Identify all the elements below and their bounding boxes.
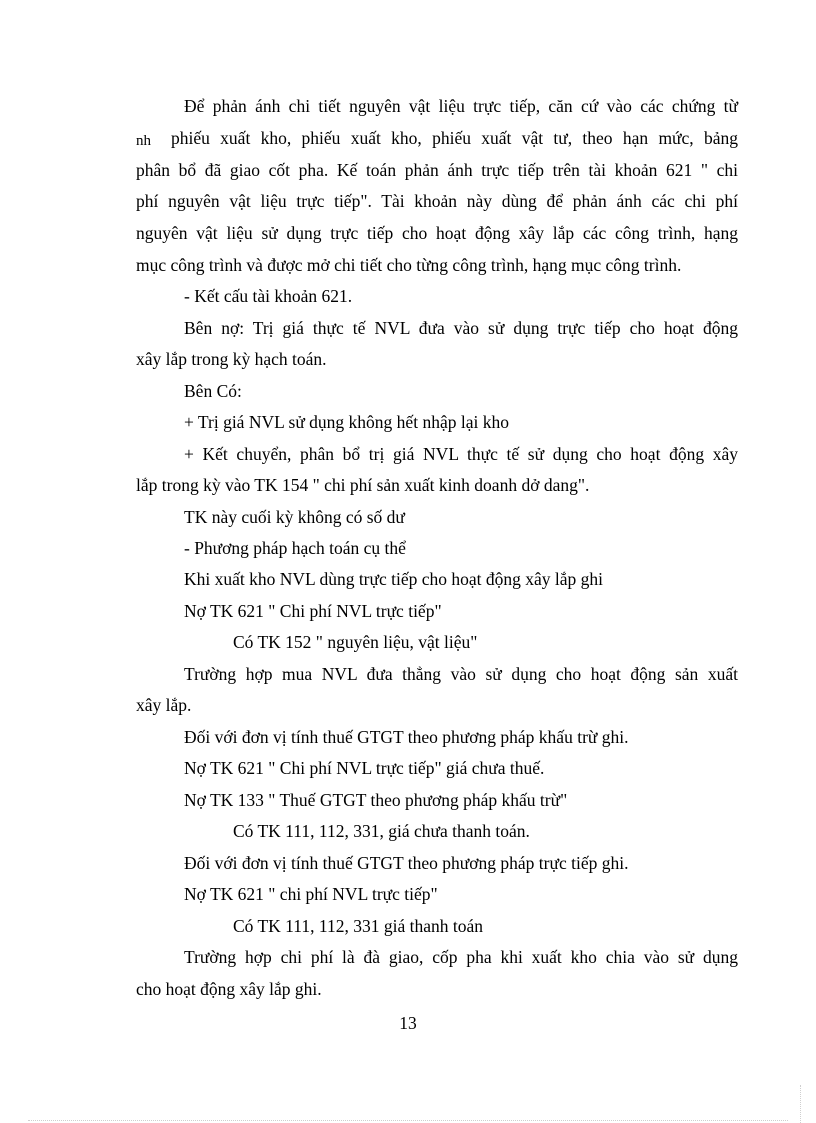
paragraph-line: lắp trong kỳ vào TK 154 " chi phí sản xuất kinh doanh dở dang". <box>136 475 590 495</box>
paragraph-line: mục công trình và được mở chi tiết cho từng công trình, hạng mục công trình. <box>136 255 682 275</box>
paragraph-line: Để phản ánh chi tiết nguyên vật liệu trực tiếp, căn cứ vào các chứng từ <box>184 96 738 116</box>
paragraph-line: xây lắp. <box>136 695 192 715</box>
paragraph-line: Bên Có: <box>184 381 242 401</box>
paragraph-line: phí nguyên vật liệu trực tiếp". Tài khoản này dùng để phản ánh các chi phí <box>136 191 738 211</box>
page-number: 13 <box>399 1013 417 1033</box>
paragraph-line: phân bổ đã giao cốt pha. Kế toán phản ánh trực tiếp trên tài khoản 621 " chi <box>136 160 738 180</box>
list-item: + Kết chuyển, phân bổ trị giá NVL thực tế sử dụng cho hoạt động xây <box>184 444 738 464</box>
paragraph-line: Trường hợp chi phí là đà giao, cốp pha khi xuất kho chia vào sử dụng <box>184 947 738 967</box>
journal-entry: Có TK 111, 112, 331 giá thanh toán <box>233 916 483 936</box>
page-border-bottom <box>28 1120 788 1121</box>
journal-entry: Nợ TK 621 " chi phí NVL trực tiếp" <box>184 884 438 904</box>
journal-entry: Có TK 152 " nguyên liệu, vật liệu" <box>233 632 478 652</box>
paragraph-line: Đối với đơn vị tính thuế GTGT theo phương pháp trực tiếp ghi. <box>184 853 629 873</box>
margin-note: nh <box>136 133 151 149</box>
section-heading: - Kết cấu tài khoản 621. <box>184 286 353 306</box>
journal-entry: Nợ TK 621 " Chi phí NVL trực tiếp" <box>184 601 442 621</box>
paragraph-line: xây lắp trong kỳ hạch toán. <box>136 349 327 369</box>
list-item: + Trị giá NVL sử dụng không hết nhập lại kho <box>184 412 509 432</box>
page-border-right <box>800 1085 801 1123</box>
paragraph-line: nguyên vật liệu sử dụng trực tiếp cho hoạt động xây lắp các công trình, hạng <box>136 223 738 243</box>
paragraph-line: Đối với đơn vị tính thuế GTGT theo phương pháp khấu trừ ghi. <box>184 727 629 747</box>
journal-entry: Có TK 111, 112, 331, giá chưa thanh toán. <box>233 821 530 841</box>
section-heading: - Phương pháp hạch toán cụ thể <box>184 538 406 558</box>
paragraph-line: Bên nợ: Trị giá thực tế NVL đưa vào sử dụng trực tiếp cho hoạt động <box>184 318 738 338</box>
paragraph-line: TK này cuối kỳ không có số dư <box>184 507 405 527</box>
paragraph-line: phiếu xuất kho, phiếu xuất kho, phiếu xuất vật tư, theo hạn mức, bảng <box>171 128 738 148</box>
journal-entry: Nợ TK 621 " Chi phí NVL trực tiếp" giá chưa thuế. <box>184 758 545 778</box>
journal-entry: Nợ TK 133 " Thuế GTGT theo phương pháp khấu trừ" <box>184 790 568 810</box>
paragraph-line: cho hoạt động xây lắp ghi. <box>136 979 322 999</box>
paragraph-line: Trường hợp mua NVL đưa thẳng vào sử dụng cho hoạt động sản xuất <box>184 664 738 684</box>
paragraph-line: Khi xuất kho NVL dùng trực tiếp cho hoạt động xây lắp ghi <box>184 569 604 589</box>
